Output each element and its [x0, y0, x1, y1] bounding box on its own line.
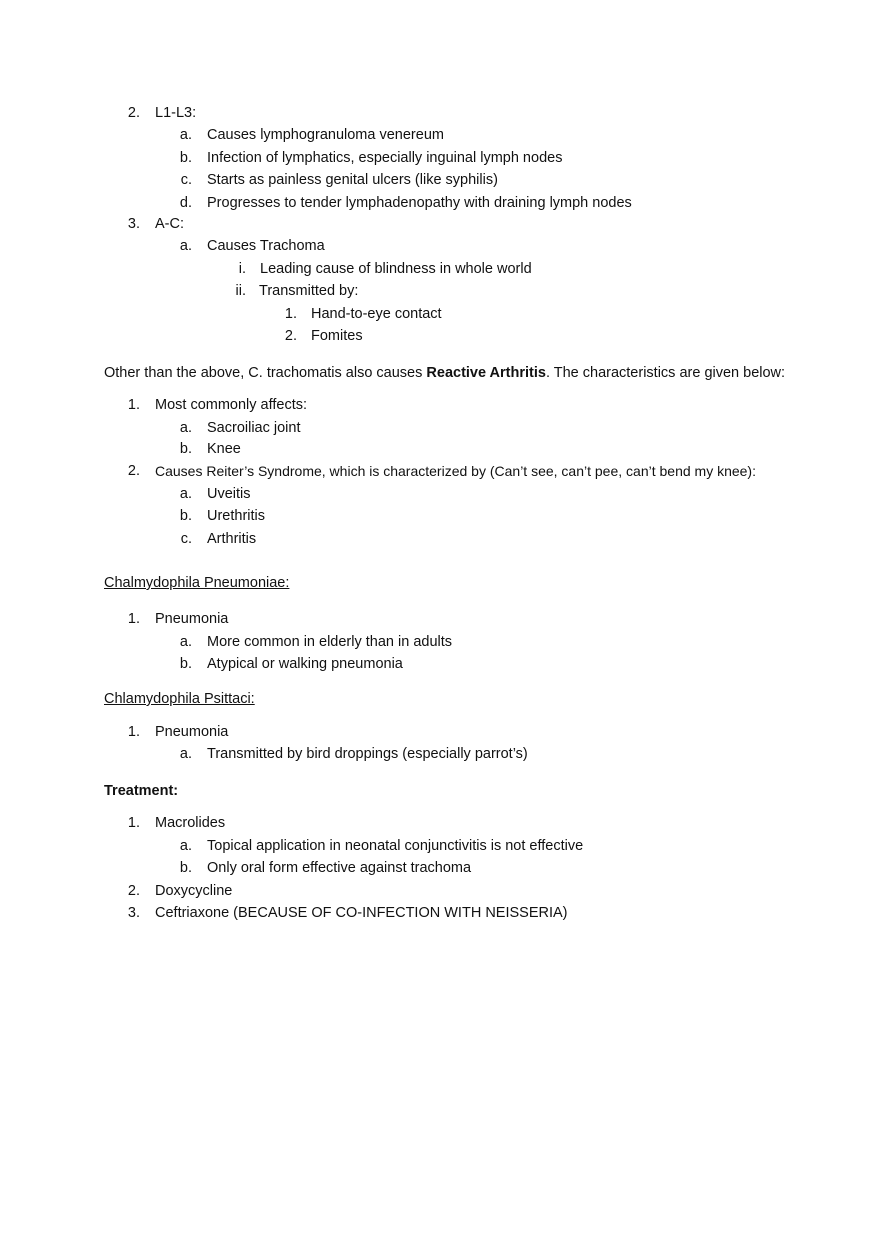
list-subitem: Fomites — [311, 328, 363, 344]
list-marker: 1. — [284, 306, 297, 322]
list-subitem: Infection of lymphatics, especially inguinal lymph nodes — [207, 150, 563, 166]
list-subitem: Topical application in neonatal conjunctivitis is not effective — [207, 838, 584, 854]
list-item-a-c: A-C: — [155, 216, 184, 232]
list-marker: b. — [179, 860, 192, 876]
list-item: Pneumonia — [155, 724, 229, 740]
list-subitem: Causes Trachoma — [207, 238, 325, 254]
list-marker: 1. — [127, 724, 140, 740]
list-marker: b. — [179, 150, 192, 166]
list-item: Causes Reiter’s Syndrome, which is characterized by (Can’t see, can’t pee, can’t bend my knee): — [155, 463, 756, 479]
list-marker: c. — [180, 531, 192, 547]
section-heading-treatment: Treatment: — [104, 783, 179, 799]
list-marker: 1. — [127, 611, 140, 627]
list-subitem: Progresses to tender lymphadenopathy with draining lymph nodes — [207, 195, 632, 211]
list-marker: i. — [238, 261, 246, 277]
list-marker: c. — [180, 172, 192, 188]
list-marker: b. — [179, 656, 192, 672]
list-marker: 2. — [284, 328, 297, 344]
list-marker: a. — [179, 634, 192, 650]
list-marker: 2. — [127, 463, 140, 479]
section-heading-pneumoniae: Chalmydophila Pneumoniae: — [104, 575, 290, 591]
list-subitem: Sacroiliac joint — [207, 420, 301, 436]
list-subitem: Uveitis — [207, 486, 251, 502]
list-marker: 1. — [127, 815, 140, 831]
list-marker: b. — [179, 441, 192, 457]
list-subitem: Transmitted by: — [259, 283, 359, 299]
list-marker: d. — [179, 195, 192, 211]
list-subitem: Knee — [207, 441, 241, 457]
list-item: Doxycycline — [155, 883, 233, 899]
list-marker: 3. — [127, 905, 140, 921]
list-item: Pneumonia — [155, 611, 229, 627]
list-marker: 1. — [127, 397, 140, 413]
list-item: Most commonly affects: — [155, 397, 308, 413]
list-subitem: Starts as painless genital ulcers (like syphilis) — [207, 172, 498, 188]
paragraph-text: Other than the above, C. trachomatis also causes — [104, 365, 427, 381]
list-marker: 3. — [127, 216, 140, 232]
list-item-l1-l3: L1-L3: — [155, 105, 197, 121]
list-marker: a. — [179, 420, 192, 436]
list-subitem: Hand-to-eye contact — [311, 306, 442, 322]
list-marker: a. — [179, 486, 192, 502]
list-marker: a. — [179, 838, 192, 854]
reactive-arthritis-term: Reactive Arthritis — [426, 365, 546, 381]
list-marker: a. — [179, 746, 192, 762]
list-subitem: Only oral form effective against trachoma — [207, 860, 472, 876]
list-item: Ceftriaxone (BECAUSE OF CO-INFECTION WITH NEISSERIA) — [155, 905, 568, 921]
paragraph-text: . The characteristics are given below: — [545, 365, 786, 381]
list-marker: 2. — [127, 105, 140, 121]
list-item: Macrolides — [155, 815, 226, 831]
list-marker: ii. — [235, 283, 246, 299]
list-subitem: Causes lymphogranuloma venereum — [207, 127, 444, 143]
list-subitem: More common in elderly than in adults — [207, 634, 453, 650]
section-heading-psittaci: Chlamydophila Psittaci: — [104, 691, 255, 707]
list-marker: a. — [179, 127, 192, 143]
list-subitem: Leading cause of blindness in whole world — [260, 261, 532, 277]
list-marker: b. — [179, 508, 192, 524]
list-subitem: Arthritis — [207, 531, 257, 547]
list-subitem: Transmitted by bird droppings (especially parrot’s) — [207, 746, 528, 762]
list-marker: a. — [179, 238, 192, 254]
reactive-arthritis-paragraph — [104, 364, 785, 382]
list-subitem: Atypical or walking pneumonia — [207, 656, 403, 672]
list-subitem: Urethritis — [207, 508, 266, 524]
list-marker: 2. — [127, 883, 140, 899]
